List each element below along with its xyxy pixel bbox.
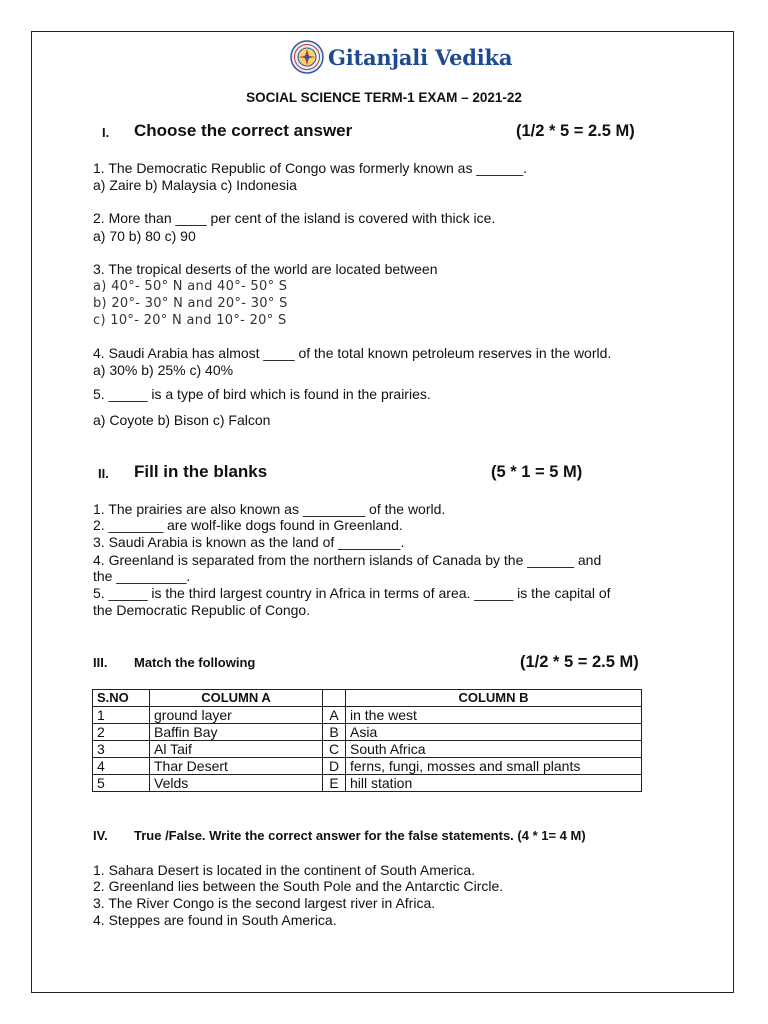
tf-line-1: 1. Sahara Desert is located in the continent of South America. (93, 862, 476, 878)
row-letter: D (323, 758, 346, 775)
tf-line-2: 2. Greenland lies between the South Pole and the Antarctic Circle. (93, 878, 504, 894)
fill-line-2: 2. _______ are wolf-like dogs found in Greenland. (93, 517, 403, 533)
section-3-title: Match the following (134, 655, 256, 670)
table-row (93, 741, 642, 758)
row-sno: 1 (93, 707, 150, 724)
section-3-number: III. (93, 655, 108, 670)
row-letter: A (323, 707, 346, 724)
header-letter (323, 690, 346, 707)
row-column-a: Velds (150, 775, 323, 792)
row-column-b: in the west (346, 707, 642, 724)
question-5-options: a) Coyote b) Bison c) Falcon (93, 412, 271, 428)
row-sno: 5 (93, 775, 150, 792)
row-column-b: hill station (346, 775, 642, 792)
fill-line-5: 5. _____ is the third largest country in Africa in terms of area. _____ is the capital of (93, 585, 611, 601)
row-letter: E (323, 775, 346, 792)
row-letter: C (323, 741, 346, 758)
row-sno: 2 (93, 724, 150, 741)
tf-line-3: 3. The River Congo is the second largest river in Africa. (93, 895, 436, 911)
row-column-b: South Africa (346, 741, 642, 758)
fill-line-3: 3. Saudi Arabia is known as the land of ________. (93, 534, 405, 550)
section-4-title: True /False. Write the correct answer for the false statements. (4 * 1= 4 M) (134, 828, 586, 843)
match-table-header (93, 690, 642, 707)
section-3-marks: (1/2 * 5 = 2.5 M) (520, 653, 639, 671)
header-sno: S.NO (93, 690, 150, 707)
row-column-a: ground layer (150, 707, 323, 724)
question-3: 3. The tropical deserts of the world are located between (93, 261, 438, 277)
question-3-option-b: b) 20°- 30° N and 20°- 30° S (93, 296, 288, 311)
row-column-b: ferns, fungi, mosses and small plants (346, 758, 642, 775)
header-column-a: COLUMN A (150, 690, 323, 707)
question-5: 5. _____ is a type of bird which is found in the prairies. (93, 386, 431, 402)
question-4-options: a) 30% b) 25% c) 40% (93, 362, 234, 378)
section-1-title: Choose the correct answer (134, 121, 353, 140)
tf-line-4: 4. Steppes are found in South America. (93, 912, 337, 928)
school-logo (290, 38, 512, 76)
question-3-option-c: c) 10°- 20° N and 10°- 20° S (93, 313, 287, 328)
match-table (92, 689, 642, 792)
row-sno: 3 (93, 741, 150, 758)
school-emblem-icon (290, 40, 324, 74)
question-4: 4. Saudi Arabia has almost ____ of the total known petroleum reserves in the world. (93, 345, 612, 361)
row-column-b: Asia (346, 724, 642, 741)
question-1: 1. The Democratic Republic of Congo was formerly known as ______. (93, 160, 527, 176)
section-2-marks: (5 * 1 = 5 M) (491, 463, 583, 481)
section-2-number: II. (98, 466, 109, 481)
row-column-a: Al Taif (150, 741, 323, 758)
row-sno: 4 (93, 758, 150, 775)
table-row (93, 758, 642, 775)
table-row (93, 707, 642, 724)
question-2: 2. More than ____ per cent of the island is covered with thick ice. (93, 210, 496, 226)
question-3-option-a: a) 40°- 50° N and 40°- 50° S (93, 279, 288, 294)
row-letter: B (323, 724, 346, 741)
question-2-options: a) 70 b) 80 c) 90 (93, 228, 196, 244)
section-1-marks: (1/2 * 5 = 2.5 M) (516, 122, 635, 140)
fill-line-4: 4. Greenland is separated from the northern islands of Canada by the ______ and (93, 552, 602, 568)
exam-title: SOCIAL SCIENCE TERM-1 EXAM – 2021-22 (246, 90, 522, 105)
header-column-b: COLUMN B (346, 690, 642, 707)
section-2-title: Fill in the blanks (134, 462, 268, 481)
row-column-a: Thar Desert (150, 758, 323, 775)
section-4-number: IV. (93, 828, 108, 843)
table-row (93, 724, 642, 741)
table-row (93, 775, 642, 792)
fill-line-1: 1. The prairies are also known as ________ of the world. (93, 501, 446, 517)
question-1-options: a) Zaire b) Malaysia c) Indonesia (93, 177, 297, 193)
section-1-number: I. (102, 125, 110, 140)
fill-line-4-cont: the _________. (93, 568, 191, 584)
fill-line-5-cont: the Democratic Republic of Congo. (93, 602, 311, 618)
school-name: Gitanjali Vedika (328, 44, 513, 70)
row-column-a: Baffin Bay (150, 724, 323, 741)
